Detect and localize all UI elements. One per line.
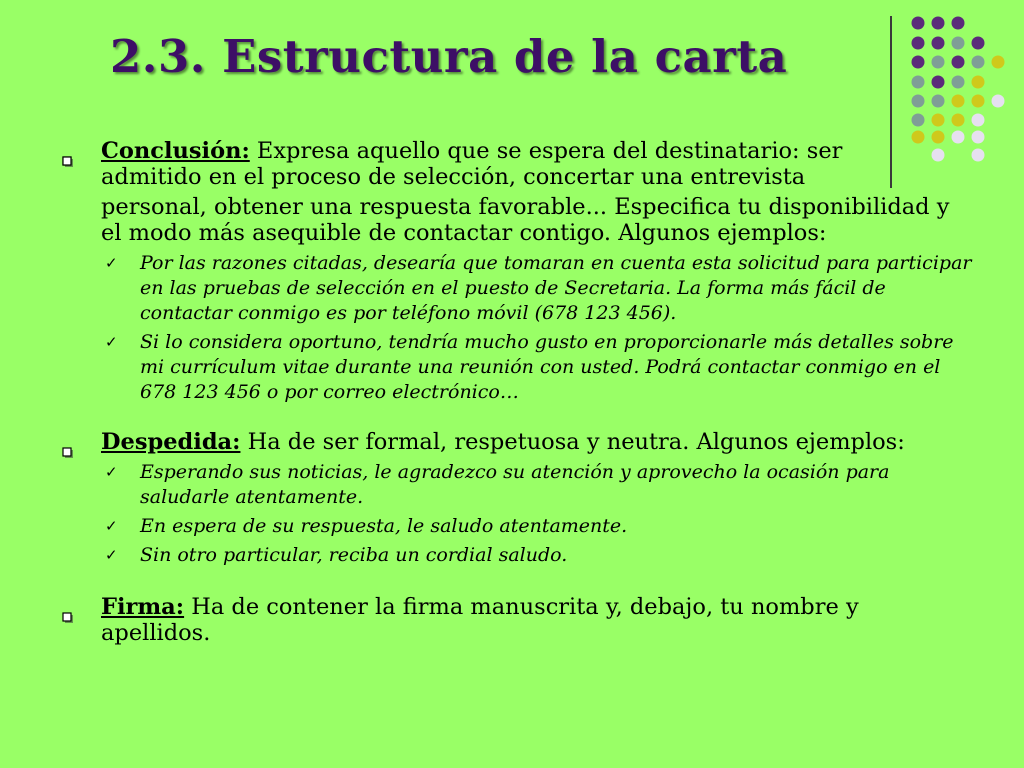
check-mark-icon: ✓	[105, 546, 118, 564]
conclusion-text-1: Expresa aquello que se espera del destinatario: ser admitido en el proceso de selección, concertar una entrevista	[101, 138, 843, 190]
slide-title: 2.3. Estructura de la carta	[110, 30, 788, 83]
check-mark-icon: ✓	[105, 463, 118, 481]
bullet-despedida	[60, 429, 972, 568]
conclusion-text-2: personal, obtener una respuesta favorable... Especifica tu disponibilidad y el modo más asequible de contactar contigo. Algunos ejemplos:	[101, 194, 950, 246]
slide-body	[60, 138, 972, 646]
despedida-examples	[101, 460, 972, 568]
example-text: Sin otro particular, reciba un cordial saludo.	[140, 544, 568, 566]
example-text: Si lo considera oportuno, tendría mucho gusto en proporcionarle más detalles sobre mi currículum vitae durante una reunión con usted. Podrá contactar conmigo en el 678 123 456 o por correo electrónico…	[140, 331, 954, 403]
example-text: En espera de su respuesta, le saludo atentamente.	[140, 515, 628, 537]
list-item	[101, 514, 972, 539]
hollow-square-bullet-icon	[62, 604, 72, 614]
list-item	[101, 330, 972, 405]
term-firma: Firma:	[101, 594, 185, 620]
despedida-text: Ha de ser formal, respetuosa y neutra. Algunos ejemplos:	[240, 429, 905, 455]
bullet-firma	[60, 594, 972, 646]
check-mark-icon: ✓	[105, 517, 118, 535]
check-mark-icon: ✓	[105, 254, 118, 272]
bullet-conclusion	[60, 138, 972, 405]
list-item	[101, 251, 972, 326]
example-text: Por las razones citadas, desearía que tomaran en cuenta esta solicitud para participar en las pruebas de selección en el puesto de Secretaria. La forma más fácil de contactar conmigo es por teléfono móvil (678 123 456).	[140, 252, 972, 324]
example-text: Esperando sus noticias, le agradezco su atención y aprovecho la ocasión para saludarle atentamente.	[140, 461, 890, 508]
list-item	[101, 460, 972, 510]
term-despedida: Despedida:	[101, 429, 241, 455]
hollow-square-bullet-icon	[62, 148, 72, 158]
list-item	[101, 543, 972, 568]
firma-text: Ha de contener la firma manuscrita y, debajo, tu nombre y apellidos.	[101, 594, 859, 646]
term-conclusion: Conclusión:	[101, 138, 250, 164]
hollow-square-bullet-icon	[62, 439, 72, 449]
check-mark-icon: ✓	[105, 333, 118, 351]
conclusion-examples	[101, 251, 972, 405]
